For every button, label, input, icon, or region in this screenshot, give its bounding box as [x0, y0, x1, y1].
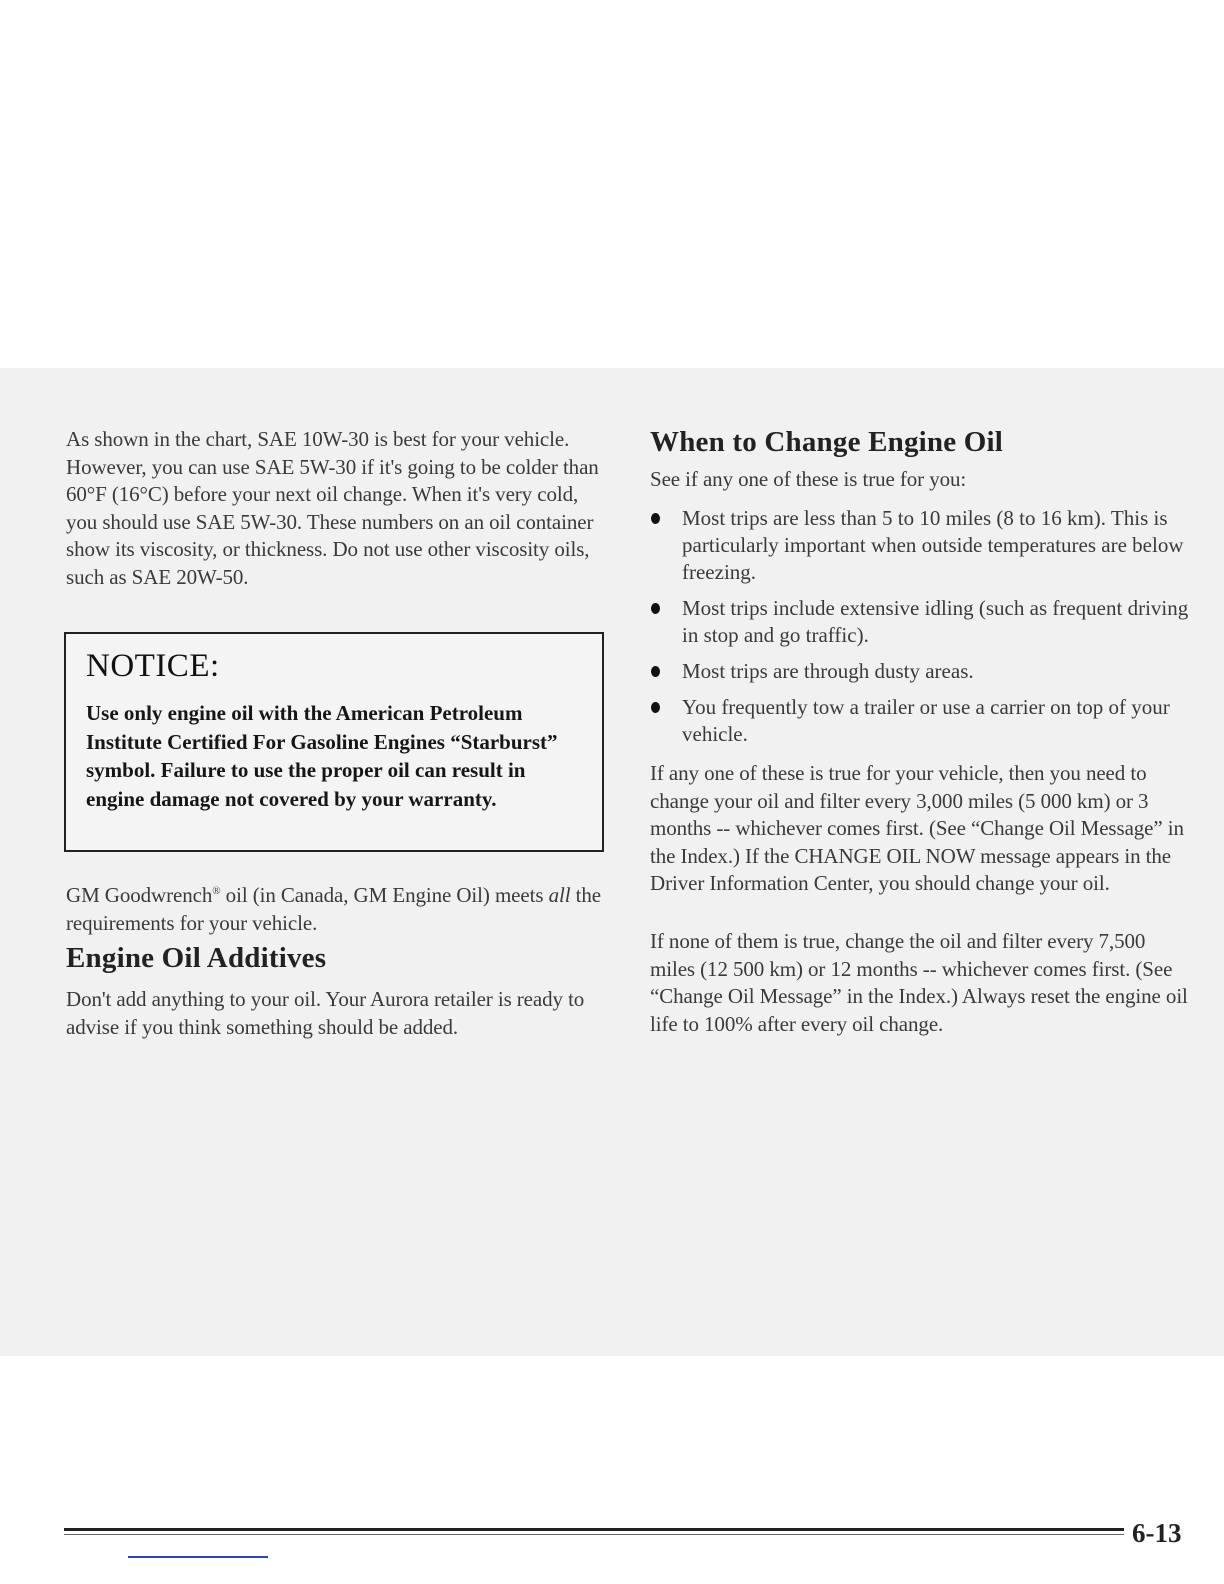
list-item: [650, 658, 1190, 685]
list-item: [650, 595, 1190, 649]
list-item-text: Most trips include extensive idling (such as frequent driving in stop and go traffic).: [682, 596, 1189, 647]
list-item-text: Most trips are through dusty areas.: [682, 659, 974, 683]
viscosity-paragraph: As shown in the chart, SAE 10W-30 is best for your vehicle. However, you can use SAE 5W-30 if it's going to be colder than 60°F (16°C) before your next oil change. When it's very cold, you should use SAE 5W-30. These numbers on an oil container show its viscosity, or thickness. Do not use other viscosity oils, such as SAE 20W-50.: [66, 427, 599, 589]
footer-rule-thin: [64, 1534, 1124, 1535]
bullet-icon: [651, 666, 660, 677]
conditions-list: [650, 505, 1190, 757]
extended-interval-paragraph: If none of them is true, change the oil and filter every 7,500 miles (12 500 km) or 12 months -- whichever comes first. (See “Change Oil Message” in the Index.) Always reset the engine oil life to 100% after every oil change.: [650, 929, 1188, 1036]
goodwrench-paragraph: [66, 878, 606, 937]
goodwrench-text-b: oil (in Canada, GM Engine Oil) meets: [220, 883, 549, 907]
additives-paragraph: Don't add anything to your oil. Your Aurora retailer is ready to advise if you think something should be added.: [66, 987, 585, 1039]
change-interval-paragraph: If any one of these is true for your vehicle, then you need to change your oil and filter every 3,000 miles (5 000 km) or 3 months -- whichever comes first. (See “Change Oil Message” in the Index.) If the CHANGE OIL NOW message appears in the Driver Information Center, you should change your oil.: [650, 761, 1184, 895]
bullet-icon: [651, 603, 660, 614]
list-item: [650, 505, 1190, 586]
bullet-icon: [651, 702, 660, 713]
list-item-text: Most trips are less than 5 to 10 miles (8 to 16 km). This is particularly important when outside temperatures are below freezing.: [682, 506, 1184, 584]
change-oil-heading: When to Change Engine Oil: [650, 426, 1004, 458]
goodwrench-emphasis: all: [548, 883, 571, 907]
list-item: [650, 694, 1190, 748]
notice-title: NOTICE:: [86, 648, 220, 684]
goodwrench-text-a: GM Goodwrench: [66, 883, 213, 907]
notice-box: [64, 632, 604, 852]
page-background: [0, 368, 1224, 1548]
page-number: 6-13: [1132, 1518, 1182, 1548]
bottom-accent-line: [128, 1556, 268, 1558]
footer-rule: [64, 1528, 1124, 1531]
list-item-text: You frequently tow a trailer or use a carrier on top of your vehicle.: [682, 695, 1170, 746]
change-oil-intro: See if any one of these is true for you:: [650, 467, 967, 491]
goodwrench-text-c: the requirements for your vehicle.: [66, 883, 601, 935]
registered-mark: ®: [212, 885, 221, 897]
additives-heading: Engine Oil Additives: [66, 942, 327, 974]
notice-text: Use only engine oil with the American Petroleum Institute Certified For Gasoline Engines “Starburst” symbol. Failure to use the proper oil can result in engine damage not covered by your warranty.: [86, 701, 558, 811]
bullet-icon: [651, 513, 660, 524]
